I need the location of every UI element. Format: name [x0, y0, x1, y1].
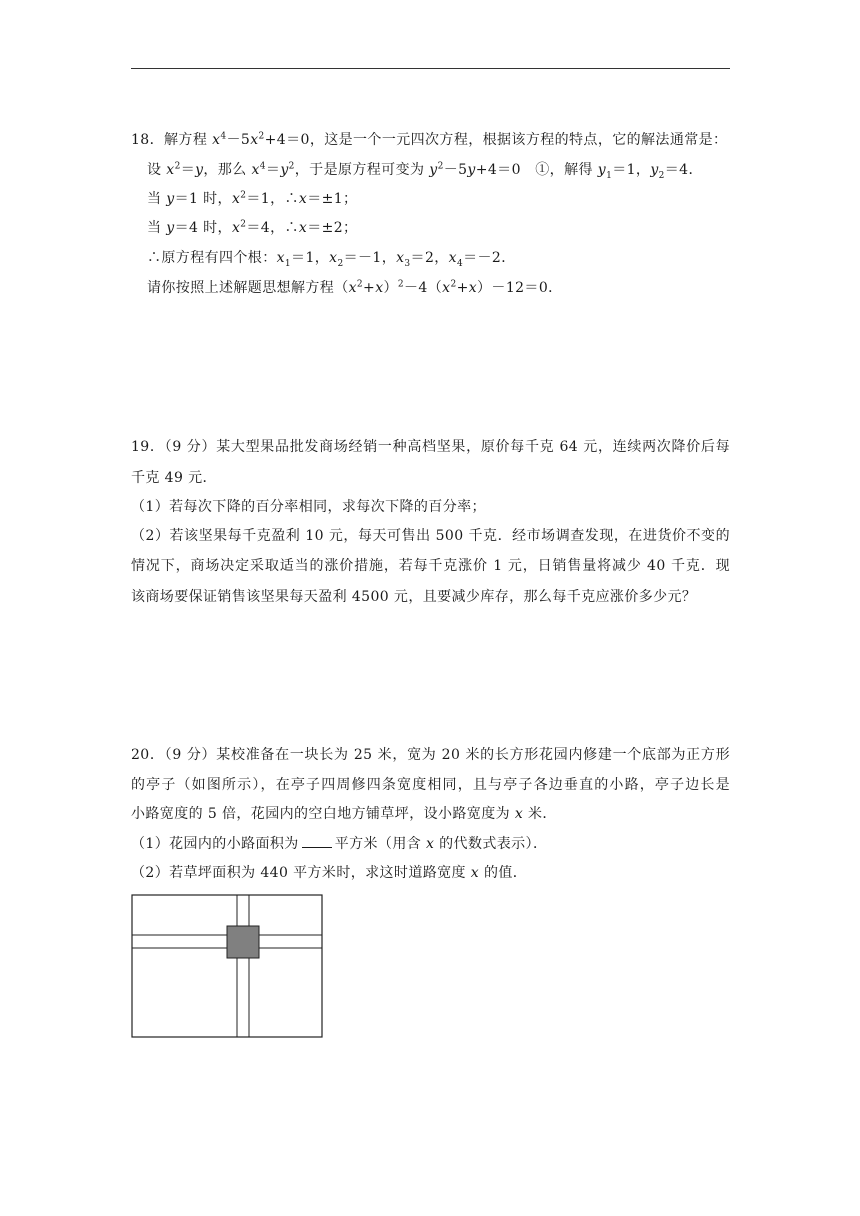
q20-line-2: 的亭子（如图所示），在亭子四周修四条宽度相同，且与亭子各边垂直的小路，亭子边长是 — [131, 777, 730, 793]
q20-line-1: 20．（9 分）某校准备在一块长为 25 米，宽为 20 米的长方形花园内修建一个底部为正方形 — [131, 747, 730, 763]
q19-part-2-line-2: 情况下，商场决定采取适当的涨价措施，若每千克涨价 1 元，日销售量将减少 40 千克．现 — [131, 558, 730, 574]
q18-line-4: 当 y＝4 时，$x^2=4$，∴x＝±2； — [147, 219, 358, 236]
garden-border — [132, 895, 322, 1037]
q19-part-2-line-3: 该商场要保证销售该坚果每天盈利 4500 元，且要减少库存，那么每千克应涨价多少元？ — [131, 589, 697, 605]
q18-line-2: 设 $x^2=y$，那么 $x^4=y^2$，于是原方程可变为 $y^2-5y+4=0$ ①，解得 $y_1=1$，$y_2=4$． — [147, 161, 703, 181]
q20-part-1: （1）花园内的小路面积为 平方米（用含 x 的代数式表示）． — [131, 836, 548, 852]
pavilion-square — [227, 926, 259, 958]
answer-blank — [302, 834, 332, 848]
q20-line-3: 小路宽度的 5 倍，花园内的空白地方铺草坪，设小路宽度为 x 米． — [131, 806, 557, 822]
q19-part-1: （1）若每次下降的百分率相同，求每次下降的百分率； — [131, 499, 486, 515]
q19-line-1: 19．（9 分）某大型果品批发商场经销一种高档坚果，原价每千克 64 元，连续两次降价后每 — [131, 439, 730, 455]
q19-part-2-line-1: （2）若该坚果每千克盈利 10 元，每天可售出 500 千克．经市场调查发现，在进货价不变的 — [131, 528, 730, 544]
q19-line-2: 千克 49 元． — [131, 470, 217, 486]
header-rule — [131, 68, 730, 69]
q18-line-5: ∴原方程有四个根：$x_1=1$，$x_2=-1$，$x_3=2$，$x_4=-2$． — [147, 250, 516, 269]
q18-line-1: 18．解方程 $x^4-5x^2+4=0$，这是一个一元四次方程，根据该方程的特点，它的解法通常是： — [131, 131, 728, 148]
q18-line-3: 当 y＝1 时，$x^2=1$，∴x＝±1； — [147, 190, 358, 207]
q20-part-2: （2）若草坪面积为 440 平方米时，求这时道路宽度 x 的值． — [131, 865, 528, 881]
q18-line-6: 请你按照上述解题思想解方程$(x^2+x)^2-4(x^2+x)-12=0$． — [147, 279, 563, 296]
garden-figure — [131, 894, 323, 1038]
